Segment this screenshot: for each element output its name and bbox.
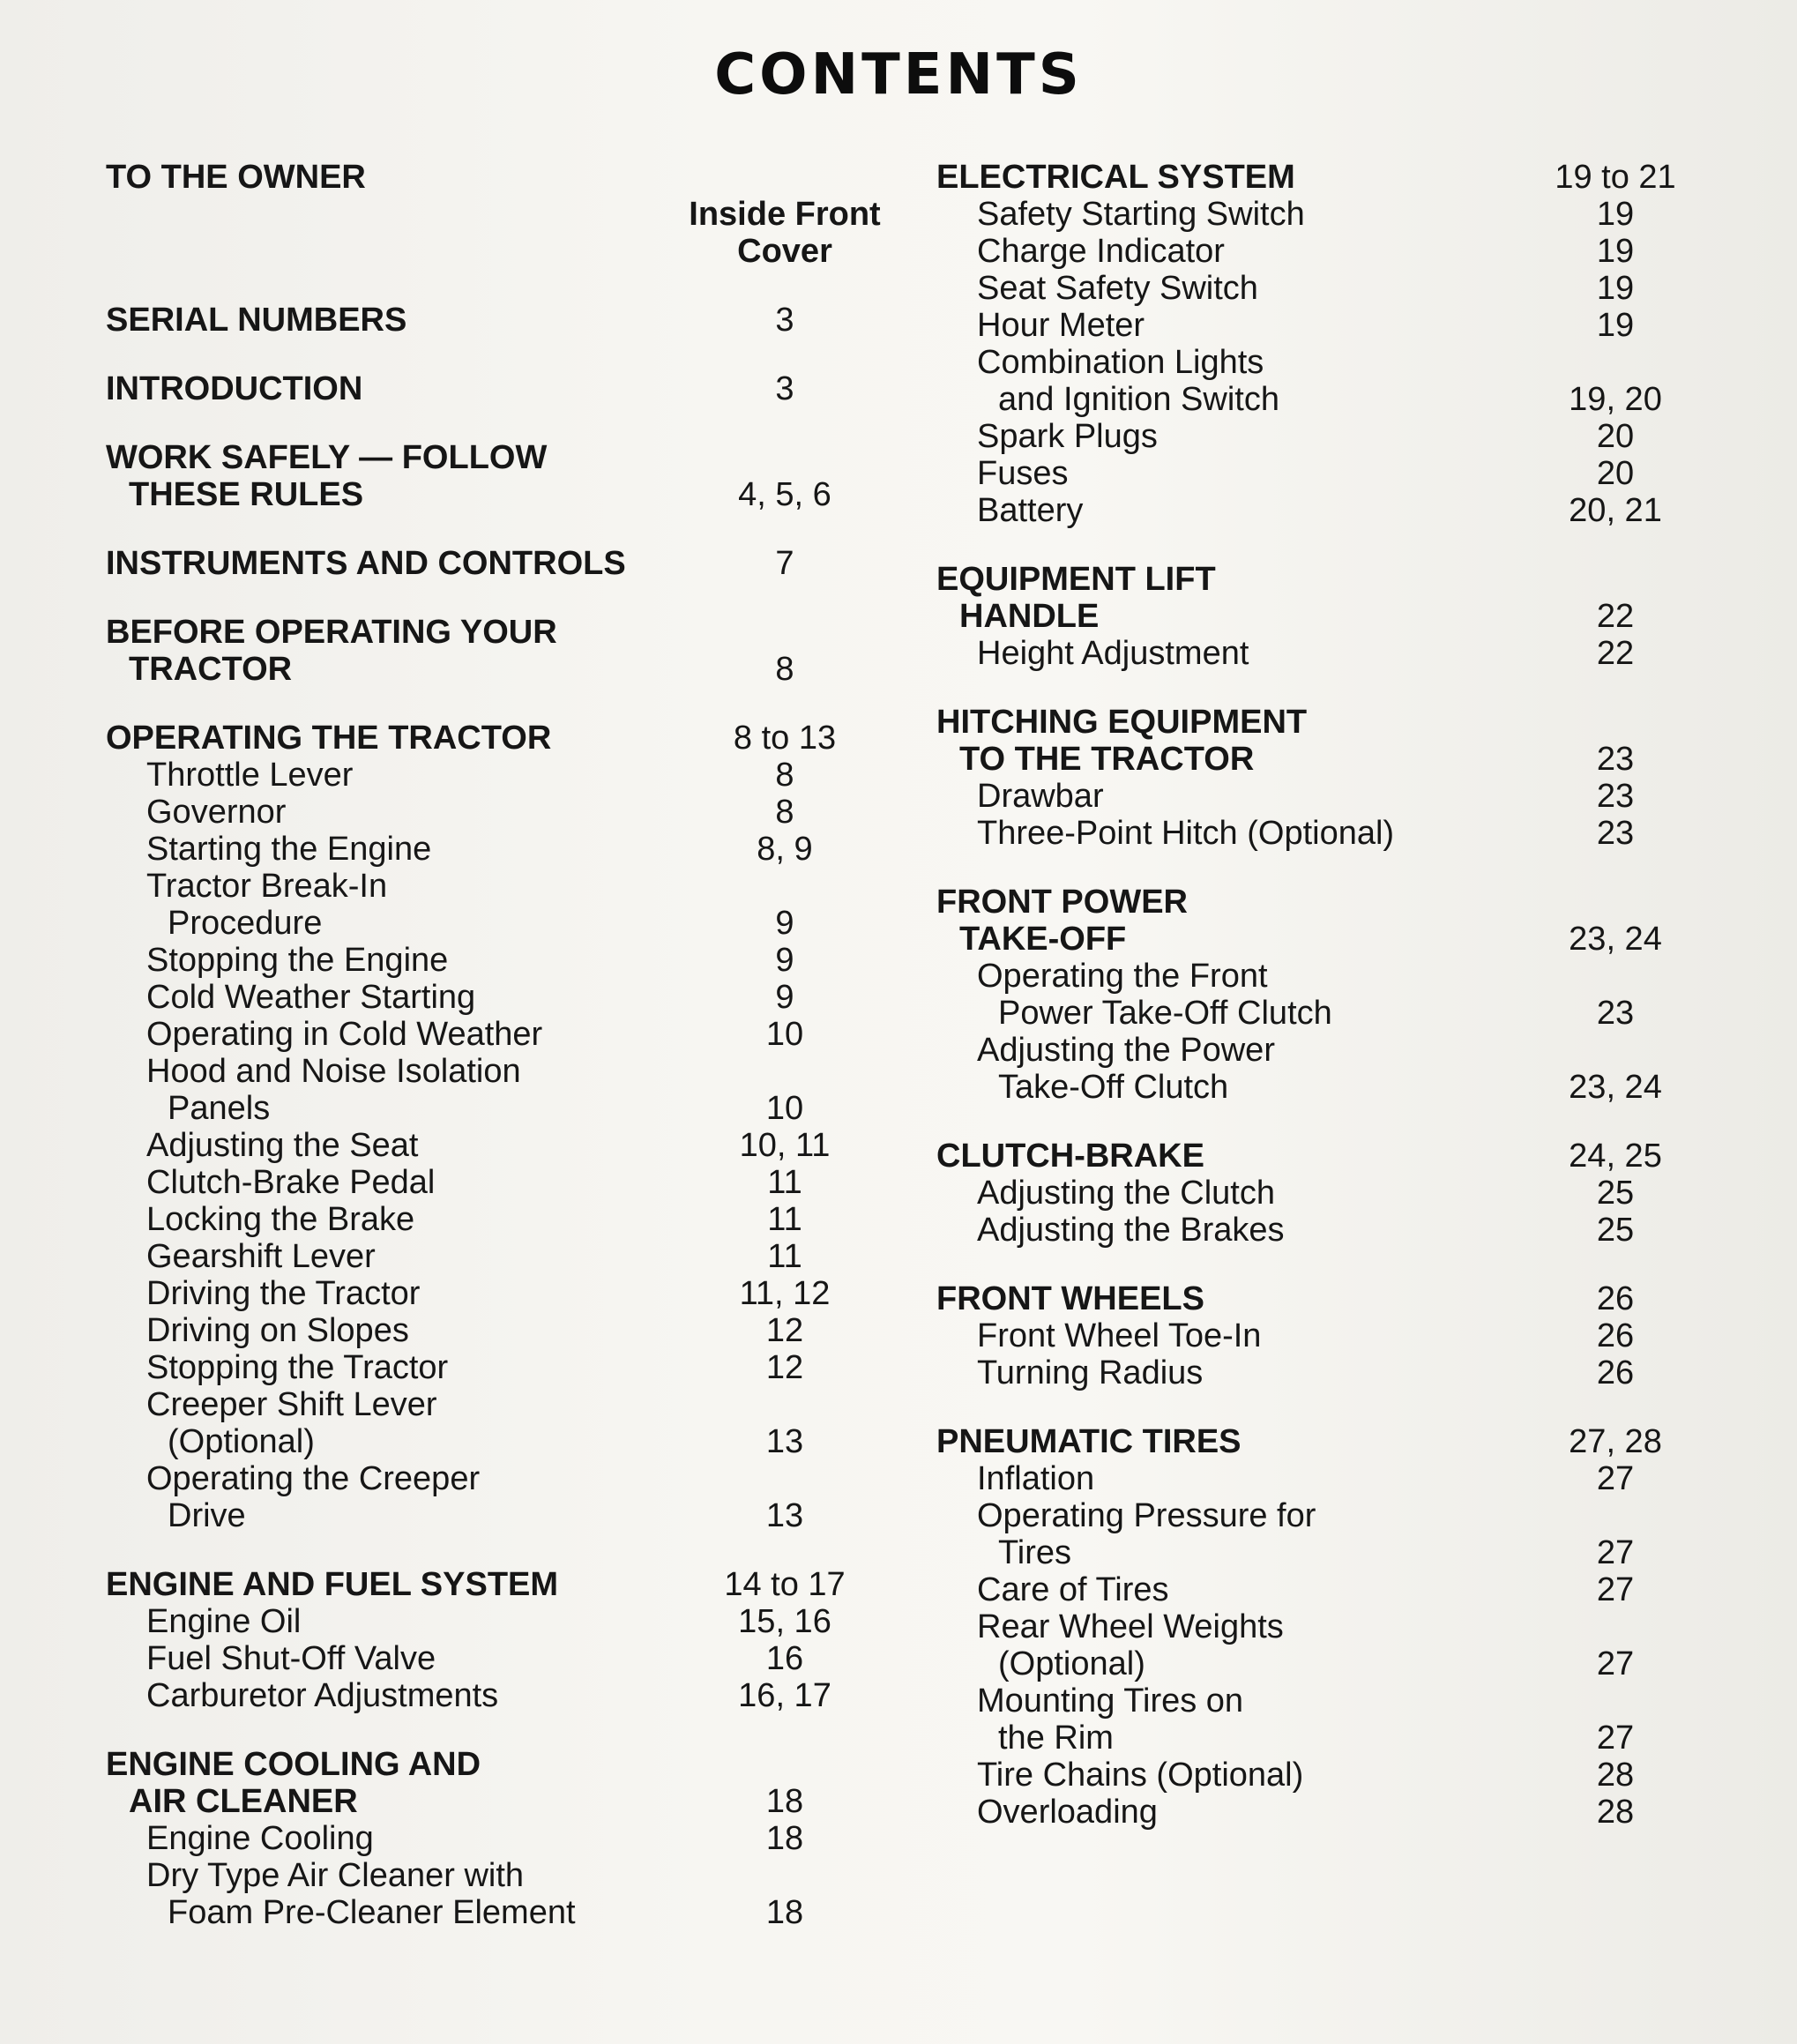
entry-label: (Optional) (998, 1645, 1145, 1682)
contents-section (106, 1566, 882, 1714)
contents-entry (936, 1175, 1704, 1212)
entry-page-number: 18 (765, 1820, 804, 1857)
entry-page-number: 18 (765, 1894, 804, 1931)
entry-label: Stopping the Engine (146, 942, 449, 979)
entry-page-number: 10 (765, 1090, 804, 1127)
entry-label: (Optional) (168, 1423, 315, 1460)
entry-label: Creeper Shift Lever (146, 1386, 437, 1423)
entry-page-number: 26 (1596, 1280, 1635, 1317)
entry-label: Charge Indicator (977, 233, 1225, 270)
contents-entry (106, 1127, 882, 1164)
entry-label: Rear Wheel Weights (977, 1608, 1284, 1645)
entry-label: Adjusting the Seat (146, 1127, 419, 1164)
contents-entry (106, 1497, 882, 1534)
entry-label: Operating Pressure for (977, 1497, 1316, 1534)
contents-entry (936, 1212, 1704, 1249)
contents-entry (936, 815, 1704, 852)
entry-label: FRONT POWER (936, 884, 1188, 921)
contents-entry (936, 1757, 1704, 1794)
contents-entry (936, 307, 1704, 344)
entry-label: Turning Radius (977, 1354, 1204, 1391)
contents-entry (936, 1069, 1704, 1106)
contents-entry (106, 1603, 882, 1640)
entry-label: CLUTCH-BRAKE (936, 1138, 1204, 1175)
entry-label: Fuses (977, 455, 1069, 492)
contents-entry (936, 1682, 1704, 1719)
contents-entry (106, 831, 882, 868)
entry-page-number: 19 (1596, 233, 1635, 270)
contents-entry (106, 1677, 882, 1714)
contents-entry (106, 1386, 882, 1423)
contents-entry (936, 1138, 1704, 1175)
contents-entry (106, 1238, 882, 1275)
entry-label: Safety Starting Switch (977, 196, 1305, 233)
contents-section (106, 439, 882, 513)
entry-label: Take-Off Clutch (998, 1069, 1229, 1106)
entry-label: Clutch-Brake Pedal (146, 1164, 436, 1201)
contents-section (106, 159, 882, 270)
contents-entry (106, 1090, 882, 1127)
contents-entry (936, 1032, 1704, 1069)
entry-label: OPERATING THE TRACTOR (106, 720, 552, 757)
entry-page-number: 8 (775, 794, 794, 831)
entry-page-number: 9 (775, 979, 794, 1016)
entry-label: Adjusting the Power (977, 1032, 1275, 1069)
entry-label: Carburetor Adjustments (146, 1677, 499, 1714)
entry-page-number: 28 (1596, 1794, 1635, 1831)
contents-entry (936, 1423, 1704, 1460)
contents-entry (106, 614, 882, 651)
entry-page-number: 19, 20 (1569, 381, 1662, 418)
entry-page-number: 11 (767, 1201, 802, 1238)
entry-label: Governor (146, 794, 287, 831)
entry-label: Throttle Lever (146, 757, 354, 794)
entry-page-number: 27 (1596, 1534, 1635, 1571)
entry-label: Locking the Brake (146, 1201, 415, 1238)
entry-page-number: 13 (765, 1423, 804, 1460)
entry-page-number: 28 (1596, 1757, 1635, 1794)
contents-entry (936, 635, 1704, 672)
contents-entry (936, 884, 1704, 921)
entry-page-number: 19 (1596, 196, 1635, 233)
entry-page-number: 27 (1596, 1571, 1635, 1608)
entry-label: Seat Safety Switch (977, 270, 1258, 307)
entry-page-number: 23 (1596, 778, 1635, 815)
entry-page-number: 23 (1596, 741, 1635, 778)
entry-label: HANDLE (959, 598, 1100, 635)
contents-entry (106, 1566, 882, 1603)
entry-page-number: 3 (775, 302, 794, 339)
entry-label: Mounting Tires on (977, 1682, 1244, 1719)
entry-label: Three-Point Hitch (Optional) (977, 815, 1395, 852)
entry-label: Foam Pre-Cleaner Element (168, 1894, 576, 1931)
entry-label: TRACTOR (129, 651, 293, 688)
entry-label: SERIAL NUMBERS (106, 302, 407, 339)
contents-entry (936, 1794, 1704, 1831)
contents-entry (936, 233, 1704, 270)
entry-page-number: 26 (1596, 1317, 1635, 1354)
entry-label: and Ignition Switch (998, 381, 1279, 418)
contents-section (106, 1746, 882, 1931)
entry-page-number: 10 (765, 1016, 804, 1053)
entry-page-number: 23, 24 (1569, 921, 1662, 958)
entry-page-number: 19 (1596, 307, 1635, 344)
contents-entry (106, 1460, 882, 1497)
contents-entry (106, 1423, 882, 1460)
contents-entry (106, 979, 882, 1016)
contents-entry (106, 1053, 882, 1090)
entry-page-number: 10, 11 (739, 1127, 831, 1164)
entry-label: Power Take-Off Clutch (998, 995, 1332, 1032)
entry-label: Front Wheel Toe-In (977, 1317, 1262, 1354)
entry-page-number: 25 (1596, 1175, 1635, 1212)
contents-column-left (106, 159, 882, 1963)
entry-label: THESE RULES (129, 476, 364, 513)
contents-entry (106, 545, 882, 582)
entry-page-number: 13 (765, 1497, 804, 1534)
entry-page-number: 8 to 13 (733, 720, 837, 757)
entry-label: Operating in Cold Weather (146, 1016, 543, 1053)
entry-label: Driving the Tractor (146, 1275, 421, 1312)
contents-entry (106, 302, 882, 339)
contents-entry (936, 921, 1704, 958)
entry-page-number: 8, 9 (757, 831, 813, 868)
contents-entry (936, 1497, 1704, 1534)
contents-section (936, 561, 1704, 672)
contents-section (106, 545, 882, 582)
entry-page-number: 26 (1596, 1354, 1635, 1391)
entry-label: Fuel Shut-Off Valve (146, 1640, 436, 1677)
contents-entry (936, 1719, 1704, 1757)
contents-section (106, 720, 882, 1534)
entry-label: Hour Meter (977, 307, 1145, 344)
contents-entry (936, 455, 1704, 492)
entry-page-number: 11 (767, 1164, 802, 1201)
entry-page-number: 12 (765, 1312, 804, 1349)
entry-page-number: 20, 21 (1569, 492, 1662, 529)
entry-label: Driving on Slopes (146, 1312, 409, 1349)
contents-entry (106, 651, 882, 688)
entry-label: Dry Type Air Cleaner with (146, 1857, 525, 1894)
entry-label: the Rim (998, 1719, 1114, 1757)
contents-entry (936, 741, 1704, 778)
entry-page-number: 20 (1596, 455, 1635, 492)
entry-page-number: Inside Front Cover (689, 196, 881, 270)
contents-entry (106, 1164, 882, 1201)
contents-entry (106, 868, 882, 905)
contents-entry (106, 1857, 882, 1894)
entry-label: Drive (168, 1497, 246, 1534)
contents-entry (106, 1783, 882, 1820)
contents-entry (936, 1317, 1704, 1354)
contents-section (936, 1138, 1704, 1249)
entry-page-number: 16, 17 (738, 1677, 831, 1714)
contents-entry (106, 720, 882, 757)
entry-page-number: 24, 25 (1569, 1138, 1662, 1175)
entry-page-number: 7 (775, 545, 794, 582)
entry-page-number: 16 (765, 1640, 804, 1677)
entry-label: Stopping the Tractor (146, 1349, 449, 1386)
contents-entry (106, 1275, 882, 1312)
entry-page-number: 12 (765, 1349, 804, 1386)
contents-entry (936, 1460, 1704, 1497)
contents-entry (106, 757, 882, 794)
page-title: CONTENTS (714, 42, 1083, 108)
entry-label: INSTRUMENTS AND CONTROLS (106, 545, 626, 582)
entry-label: HITCHING EQUIPMENT (936, 704, 1308, 741)
entry-page-number: 22 (1596, 598, 1635, 635)
contents-entry (106, 1349, 882, 1386)
entry-label: WORK SAFELY — FOLLOW (106, 439, 548, 476)
entry-label: Gearshift Lever (146, 1238, 376, 1275)
entry-page-number: 11 (767, 1238, 802, 1275)
contents-entry (936, 561, 1704, 598)
contents-section (936, 159, 1704, 529)
contents-entry (936, 344, 1704, 381)
entry-page-number: 19 (1596, 270, 1635, 307)
contents-entry (106, 1016, 882, 1053)
contents-entry (936, 270, 1704, 307)
entry-label: Adjusting the Clutch (977, 1175, 1275, 1212)
entry-label: TO THE OWNER (106, 159, 366, 196)
entry-page-number: 11, 12 (739, 1275, 831, 1312)
entry-page-number: 15, 16 (738, 1603, 831, 1640)
contents-entry (106, 439, 882, 476)
contents-entry (936, 1354, 1704, 1391)
contents-column-right (936, 159, 1704, 1862)
contents-entry (936, 1280, 1704, 1317)
contents-section (936, 704, 1704, 852)
entry-label: Engine Oil (146, 1603, 302, 1640)
contents-entry (936, 1645, 1704, 1682)
entry-label: Engine Cooling (146, 1820, 374, 1857)
contents-entry (936, 418, 1704, 455)
entry-label: ELECTRICAL SYSTEM (936, 159, 1295, 196)
entry-page-number: 3 (775, 370, 794, 407)
entry-page-number: 25 (1596, 1212, 1635, 1249)
entry-label: Panels (168, 1090, 271, 1127)
contents-entry (936, 778, 1704, 815)
entry-page-number: 27 (1596, 1460, 1635, 1497)
contents-entry (936, 598, 1704, 635)
entry-page-number: 8 (775, 757, 794, 794)
entry-label: Hood and Noise Isolation (146, 1053, 521, 1090)
entry-label: EQUIPMENT LIFT (936, 561, 1216, 598)
contents-entry (106, 1746, 882, 1783)
entry-page-number: 19 to 21 (1555, 159, 1676, 196)
entry-label: Adjusting the Brakes (977, 1212, 1285, 1249)
contents-entry (106, 370, 882, 407)
entry-page-number: 8 (775, 651, 794, 688)
entry-label: Operating the Front (977, 958, 1268, 995)
contents-entry (936, 1534, 1704, 1571)
entry-label: Operating the Creeper (146, 1460, 481, 1497)
contents-entry (106, 159, 882, 196)
entry-label: TAKE-OFF (959, 921, 1127, 958)
entry-page-number: 27, 28 (1569, 1423, 1662, 1460)
contents-entry (936, 196, 1704, 233)
entry-label: Combination Lights (977, 344, 1264, 381)
entry-label: ENGINE AND FUEL SYSTEM (106, 1566, 559, 1603)
contents-section (936, 884, 1704, 1106)
entry-page-number: 20 (1596, 418, 1635, 455)
entry-page-number: 23 (1596, 815, 1635, 852)
entry-label: Height Adjustment (977, 635, 1249, 672)
contents-entry (106, 196, 882, 270)
contents-entry (106, 1201, 882, 1238)
contents-entry (106, 1894, 882, 1931)
contents-section (936, 1423, 1704, 1831)
entry-label: FRONT WHEELS (936, 1280, 1204, 1317)
contents-entry (936, 958, 1704, 995)
entry-page-number: 9 (775, 942, 794, 979)
contents-entry (106, 942, 882, 979)
contents-entry (106, 1640, 882, 1677)
contents-entry (936, 1608, 1704, 1645)
entry-label: Spark Plugs (977, 418, 1158, 455)
entry-page-number: 9 (775, 905, 794, 942)
contents-entry (936, 381, 1704, 418)
contents-section (106, 370, 882, 407)
contents-section (936, 1280, 1704, 1391)
entry-page-number: 14 to 17 (724, 1566, 846, 1603)
contents-entry (936, 995, 1704, 1032)
entry-label: Tire Chains (Optional) (977, 1757, 1304, 1794)
contents-entry (936, 704, 1704, 741)
entry-label: Cold Weather Starting (146, 979, 476, 1016)
contents-entry (106, 1820, 882, 1857)
entry-label: Drawbar (977, 778, 1104, 815)
contents-entry (106, 794, 882, 831)
entry-page-number: 23, 24 (1569, 1069, 1662, 1106)
entry-label: AIR CLEANER (129, 1783, 358, 1820)
entry-label: TO THE TRACTOR (959, 741, 1255, 778)
contents-entry (936, 492, 1704, 529)
entry-page-number: 4, 5, 6 (738, 476, 831, 513)
entry-page-number: 22 (1596, 635, 1635, 672)
entry-page-number: 23 (1596, 995, 1635, 1032)
contents-section (106, 302, 882, 339)
entry-label: INTRODUCTION (106, 370, 363, 407)
entry-page-number: 18 (765, 1783, 804, 1820)
contents-section (106, 614, 882, 688)
contents-entry (106, 1312, 882, 1349)
entry-page-number: 27 (1596, 1719, 1635, 1757)
entry-label: Overloading (977, 1794, 1158, 1831)
contents-entry (106, 476, 882, 513)
entry-label: Starting the Engine (146, 831, 432, 868)
entry-label: Tires (998, 1534, 1072, 1571)
entry-label: Care of Tires (977, 1571, 1169, 1608)
entry-label: Tractor Break-In (146, 868, 388, 905)
entry-label: Inflation (977, 1460, 1095, 1497)
entry-label: Procedure (168, 905, 323, 942)
entry-label: ENGINE COOLING AND (106, 1746, 481, 1783)
contents-entry (936, 1571, 1704, 1608)
contents-entry (106, 905, 882, 942)
contents-entry (936, 159, 1704, 196)
entry-label: Battery (977, 492, 1084, 529)
entry-label: PNEUMATIC TIRES (936, 1423, 1241, 1460)
entry-label: BEFORE OPERATING YOUR (106, 614, 557, 651)
entry-page-number: 27 (1596, 1645, 1635, 1682)
